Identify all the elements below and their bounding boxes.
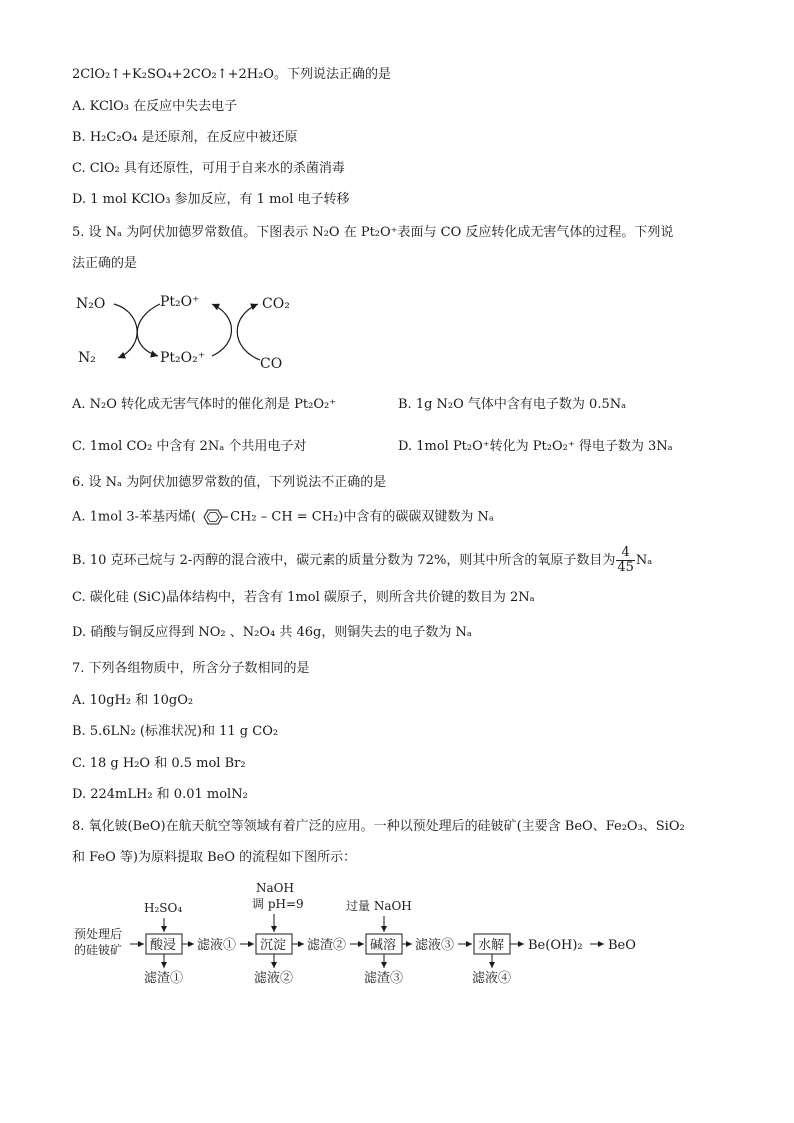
pt2o2-to-pt2o-arrow	[212, 304, 232, 356]
q6-option-d: D. 硝酸与铜反应得到 NO₂ 、N₂O₄ 共 46g，则铜失去的电子数为 Nₐ	[72, 625, 472, 640]
q6-stem: 6. 设 Nₐ 为阿伏加德罗常数的值，下列说法不正确的是	[72, 475, 387, 490]
q5-option-d: D. 1mol Pt₂O⁺转化为 Pt₂O₂⁺ 得电子数为 3Nₐ	[398, 439, 673, 454]
flow-step-2: 沉淀	[260, 938, 287, 953]
q5-stem-line-2: 法正确的是	[72, 256, 138, 271]
beo-process-flowchart	[60, 876, 680, 994]
q5-option-c: C. 1mol CO₂ 中含有 2Nₐ 个共用电子对	[72, 439, 307, 454]
flow-reagent-1: H₂SO₄	[144, 901, 183, 915]
q6-fraction-numerator: 4	[616, 546, 635, 561]
co-to-co2-arrow	[237, 304, 260, 360]
q7-option-c: C. 18 g H₂O 和 0.5 mol Br₂	[72, 756, 246, 771]
q7-stem: 7. 下列各组物质中，所含分子数相同的是	[72, 661, 310, 676]
q6-option-a-prefix: A. 1mol 3-苯基丙烯(	[72, 509, 197, 525]
q6-option-a	[72, 508, 494, 527]
benzene-ring-icon	[198, 508, 228, 526]
co-label: CO	[260, 356, 283, 372]
pt2o-label: Pt₂O⁺	[160, 294, 200, 310]
flow-waste-1: 滤渣①	[144, 971, 184, 986]
q8-stem-line-2: 和 FeO 等)为原料提取 BeO 的流程如下图所示：	[72, 850, 357, 865]
flow-step-4: 水解	[478, 938, 505, 953]
flow-step-1: 酸浸	[150, 938, 177, 953]
q8-stem-line-1: 8. 氧化铍(BeO)在航天航空等领域有着广泛的应用。一种以预处理后的硅铍矿(主要含 BeO、Fe₂O₃、SiO₂	[72, 819, 685, 834]
q6-option-b-unit: Nₐ	[635, 553, 653, 568]
q5-stem-line-1: 5. 设 Nₐ 为阿伏加德罗常数值。下图表示 N₂O 在 Pt₂O⁺表面与 CO 反应转化成无害气体的过程。下列说	[72, 225, 674, 240]
flow-start-line-2: 的硅铍矿	[74, 943, 123, 957]
flow-start-line-1: 预处理后	[74, 927, 123, 941]
q7-option-a: A. 10gH₂ 和 10gO₂	[72, 693, 194, 708]
flow-out-1: 滤液①	[197, 938, 237, 953]
co2-label: CO₂	[262, 296, 290, 312]
flow-product-1: Be(OH)₂	[528, 938, 583, 953]
flow-product-2: BeO	[608, 938, 636, 953]
q4-option-a: A. KClO₃ 在反应中失去电子	[72, 99, 238, 114]
flow-waste-3: 滤渣③	[364, 971, 404, 986]
q6-option-b	[72, 546, 652, 576]
q6-fraction-denominator: 45	[617, 560, 634, 575]
flow-step-3: 碱溶	[370, 938, 397, 953]
pt2o2-label: Pt₂O₂⁺	[160, 350, 206, 366]
q6-option-a-suffix: CH₂ – CH = CH₂)中含有的碳碳双键数为 Nₐ	[230, 509, 494, 525]
q5-option-a: A. N₂O 转化成无害气体时的催化剂是 Pt₂O₂⁺	[72, 397, 337, 412]
q4-equation-line: 2ClO₂↑+K₂SO₄+2CO₂↑+2H₂O。下列说法正确的是	[72, 67, 391, 82]
q6-option-c: C. 碳化硅 (SiC)晶体结构中，若含有 1mol 碳原子，则所含共价键的数目为 2Nₐ	[72, 590, 535, 605]
n2o-label: N₂O	[76, 296, 106, 312]
flow-reagent-2b: 调 pH=9	[252, 897, 304, 911]
q4-option-d: D. 1 mol KClO₃ 参加反应，有 1 mol 电子转移	[72, 192, 350, 207]
q6-fraction	[616, 546, 635, 575]
flow-out-2: 滤渣②	[307, 938, 347, 953]
flow-waste-2: 滤液②	[254, 971, 294, 986]
q4-option-c: C. ClO₂ 具有还原性，可用于自来水的杀菌消毒	[72, 161, 345, 176]
pt2o-to-pt2o2-arrow	[137, 304, 160, 356]
catalytic-cycle-diagram	[60, 282, 320, 378]
n2o-to-n2-arrow	[114, 304, 137, 358]
q4-option-b: B. H₂C₂O₄ 是还原剂，在反应中被还原	[72, 130, 298, 145]
q6-option-b-text: B. 10 克环己烷与 2-丙醇的混合液中，碳元素的质量分数为 72%，则其中所含的氧原子数目为	[72, 553, 616, 568]
flow-out-3: 滤液③	[415, 938, 455, 953]
n2-label: N₂	[78, 350, 96, 366]
q5-option-b: B. 1g N₂O 气体中含有电子数为 0.5Nₐ	[398, 397, 627, 412]
flow-waste-4: 滤液④	[472, 971, 512, 986]
q7-option-d: D. 224mLH₂ 和 0.01 molN₂	[72, 787, 248, 802]
flow-reagent-3: 过量 NaOH	[346, 899, 412, 913]
flow-reagent-2a: NaOH	[256, 881, 294, 895]
q7-option-b: B. 5.6LN₂ (标准状况)和 11 g CO₂	[72, 724, 279, 739]
